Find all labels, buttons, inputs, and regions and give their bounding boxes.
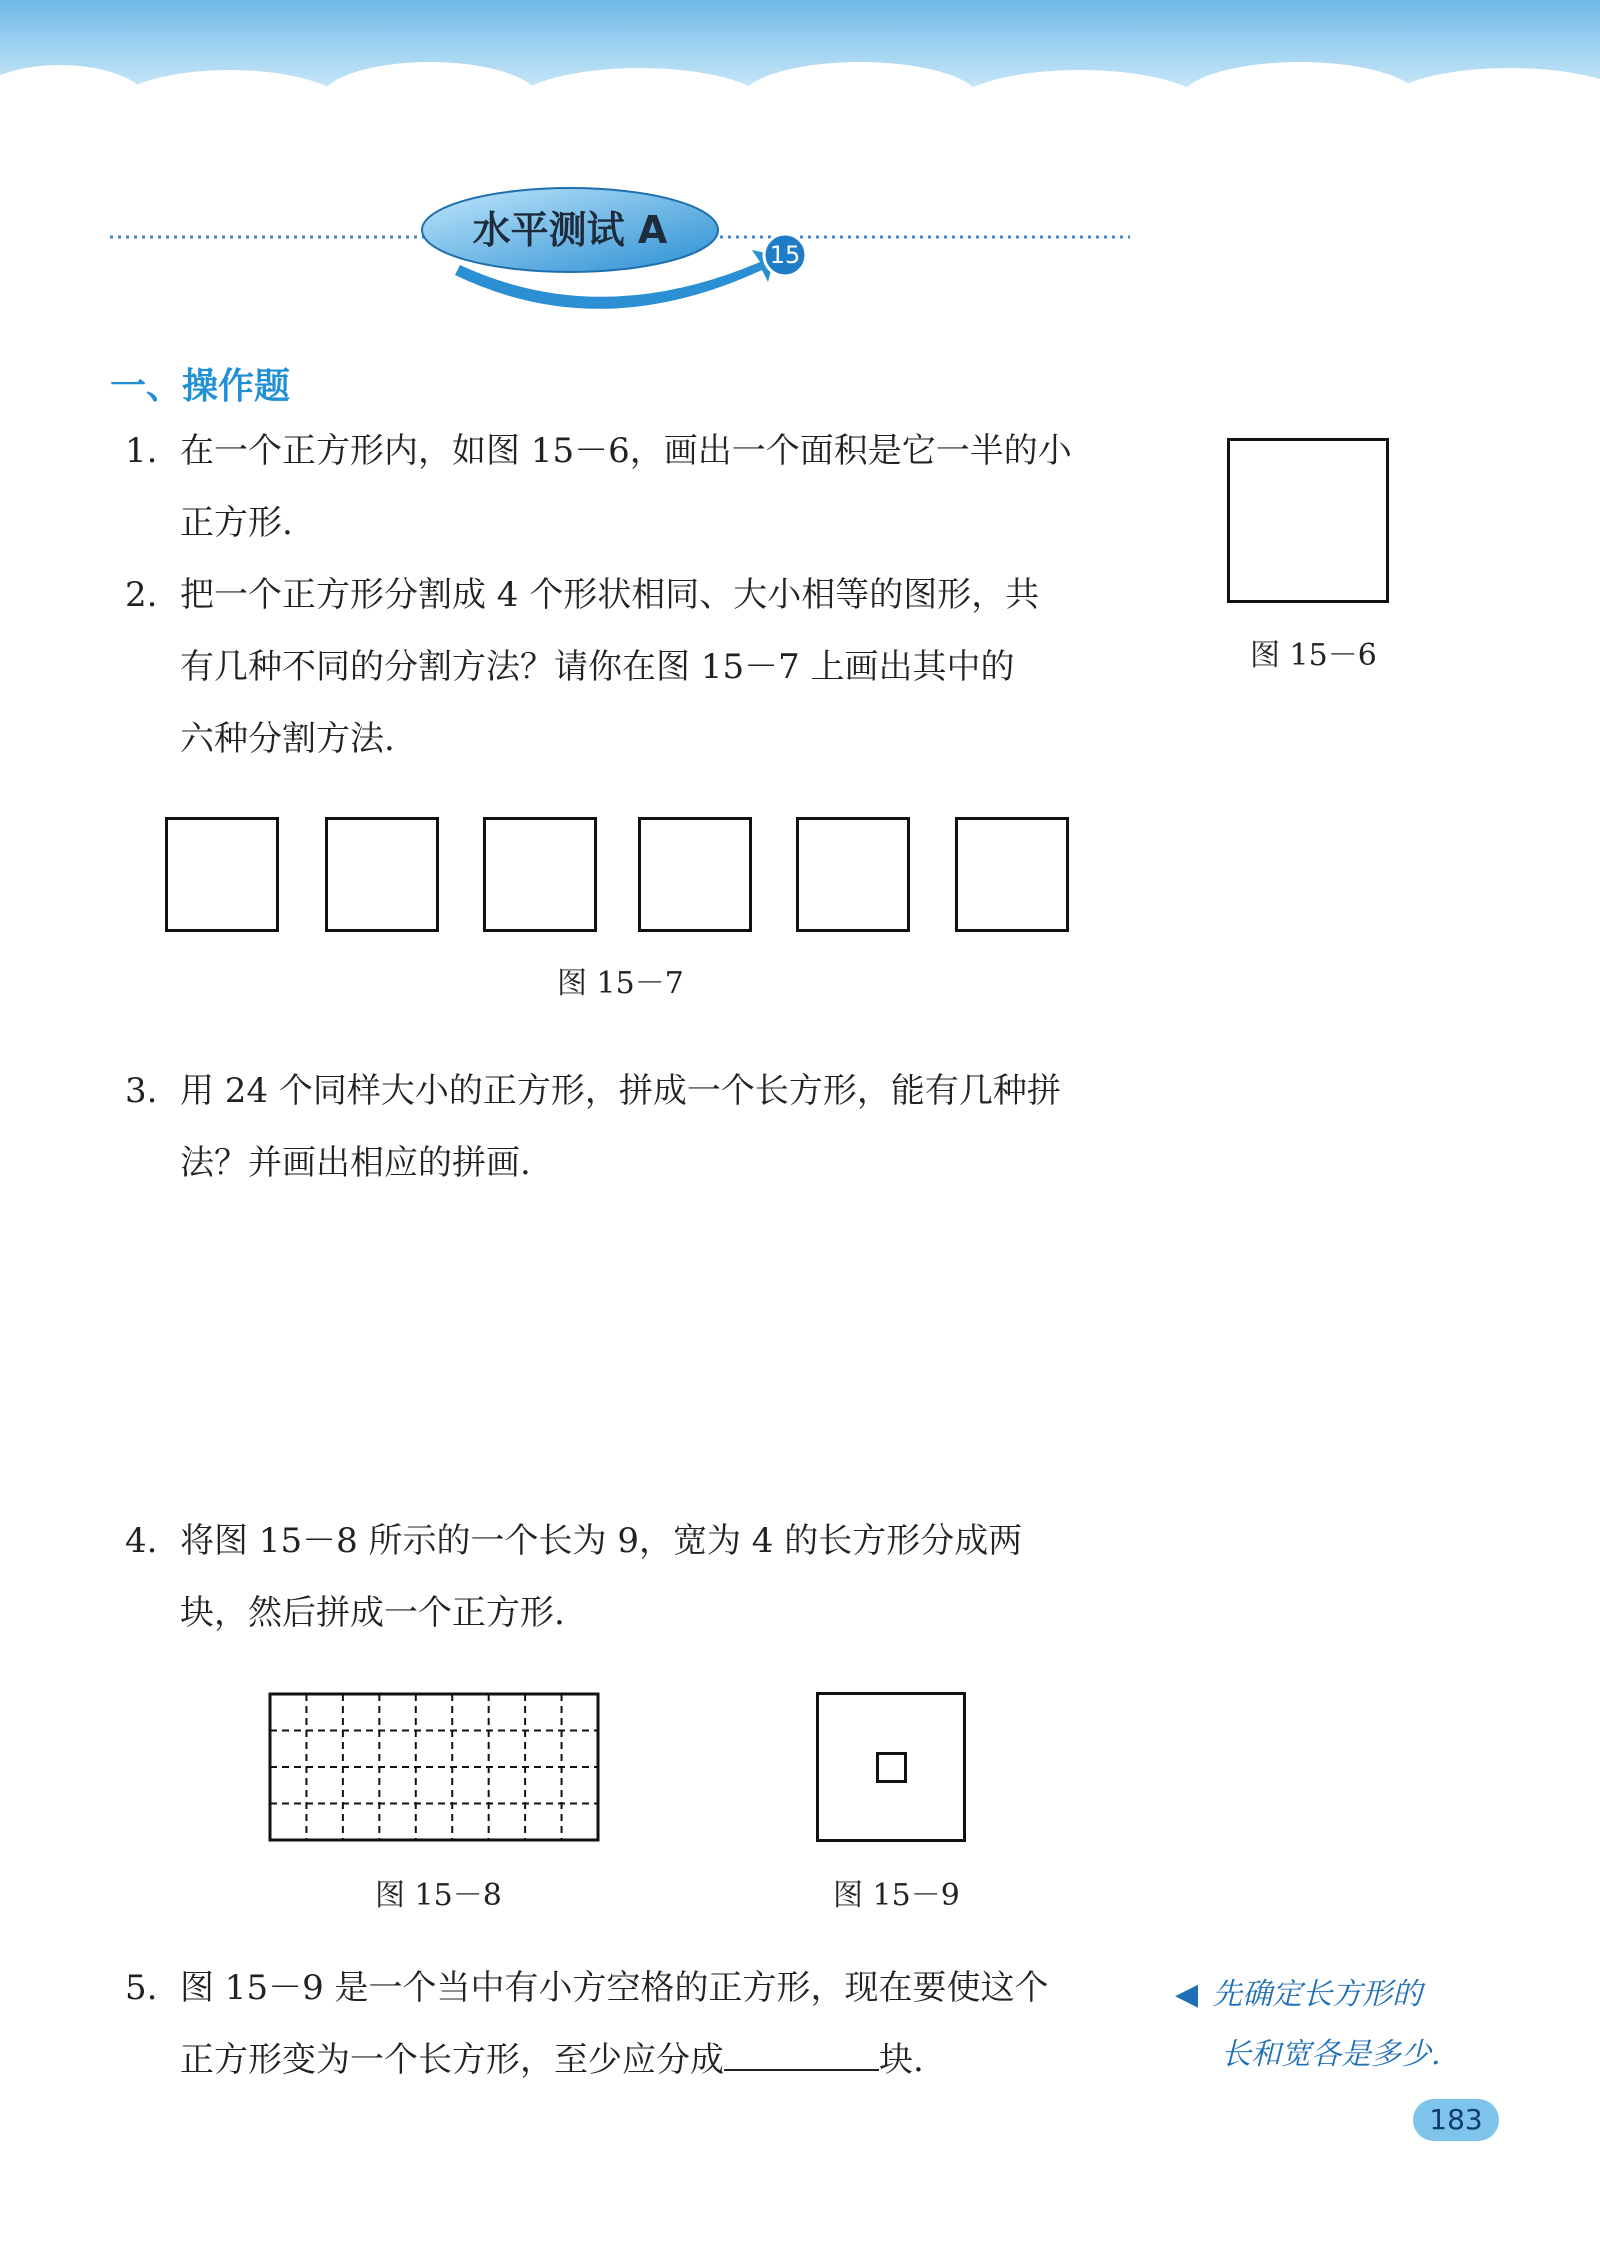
figure-15-6-square — [1227, 438, 1389, 603]
question-number: 3. — [125, 1071, 158, 1111]
side-hint — [1175, 1965, 1505, 2085]
badge-title: 水平测试 A — [472, 208, 668, 252]
figure-15-7-square-6 — [955, 817, 1069, 932]
figure-caption: 图 15－9 — [833, 1878, 960, 1913]
question-text: 正方形. — [180, 503, 293, 543]
chapter-number: 15 — [769, 241, 801, 269]
figure-caption: 图 15－7 — [557, 966, 684, 1001]
section-title: 一、操作题 — [110, 366, 291, 407]
figure-caption: 图 15－8 — [375, 1878, 502, 1913]
figure-caption: 图 15－6 — [1250, 638, 1377, 673]
hint-text: 长和宽各是多少. — [1221, 2037, 1441, 2072]
question-5 — [125, 1952, 1135, 2096]
question-number: 1. — [125, 431, 158, 471]
question-1 — [125, 415, 1135, 559]
figure-15-7-square-5 — [796, 817, 910, 932]
question-text: 图 15－9 是一个当中有小方空格的正方形，现在要使这个 — [180, 1968, 1049, 2008]
figure-15-9-center-hole — [876, 1752, 907, 1783]
figure-15-7-square-2 — [325, 817, 439, 932]
question-text: 块. — [879, 2040, 924, 2080]
question-4 — [125, 1505, 1135, 1649]
question-text: 块，然后拼成一个正方形. — [180, 1593, 565, 1633]
figure-15-7-square-4 — [638, 817, 752, 932]
question-number: 5. — [125, 1968, 158, 2008]
question-number: 4. — [125, 1521, 158, 1561]
question-text: 把一个正方形分割成 4 个形状相同、大小相等的图形，共 — [180, 575, 1040, 615]
page-number: 183 — [1413, 2099, 1499, 2141]
question-text: 将图 15－8 所示的一个长为 9，宽为 4 的长方形分成两 — [180, 1521, 1023, 1561]
figure-15-7-square-1 — [165, 817, 279, 932]
question-text: 六种分割方法. — [180, 719, 395, 759]
figure-15-8-grid — [268, 1692, 604, 1844]
figure-15-7-square-3 — [483, 817, 597, 932]
pointer-left-icon: ◀ — [1175, 1977, 1199, 2012]
question-2 — [125, 559, 1135, 775]
question-3 — [125, 1055, 1135, 1199]
question-text: 有几种不同的分割方法？请你在图 15－7 上画出其中的 — [180, 647, 1015, 687]
hint-text: 先确定长方形的 — [1212, 1977, 1423, 2012]
cloud-band — [0, 62, 1600, 150]
question-number: 2. — [125, 575, 158, 615]
question-text: 正方形变为一个长方形，至少应分成 — [180, 2040, 724, 2080]
question-text: 法？并画出相应的拼画. — [180, 1143, 531, 1183]
question-text: 用 24 个同样大小的正方形，拼成一个长方形，能有几种拼 — [180, 1071, 1061, 1111]
question-text: 在一个正方形内，如图 15－6，画出一个面积是它一半的小 — [180, 431, 1072, 471]
answer-blank[interactable] — [724, 2039, 879, 2071]
